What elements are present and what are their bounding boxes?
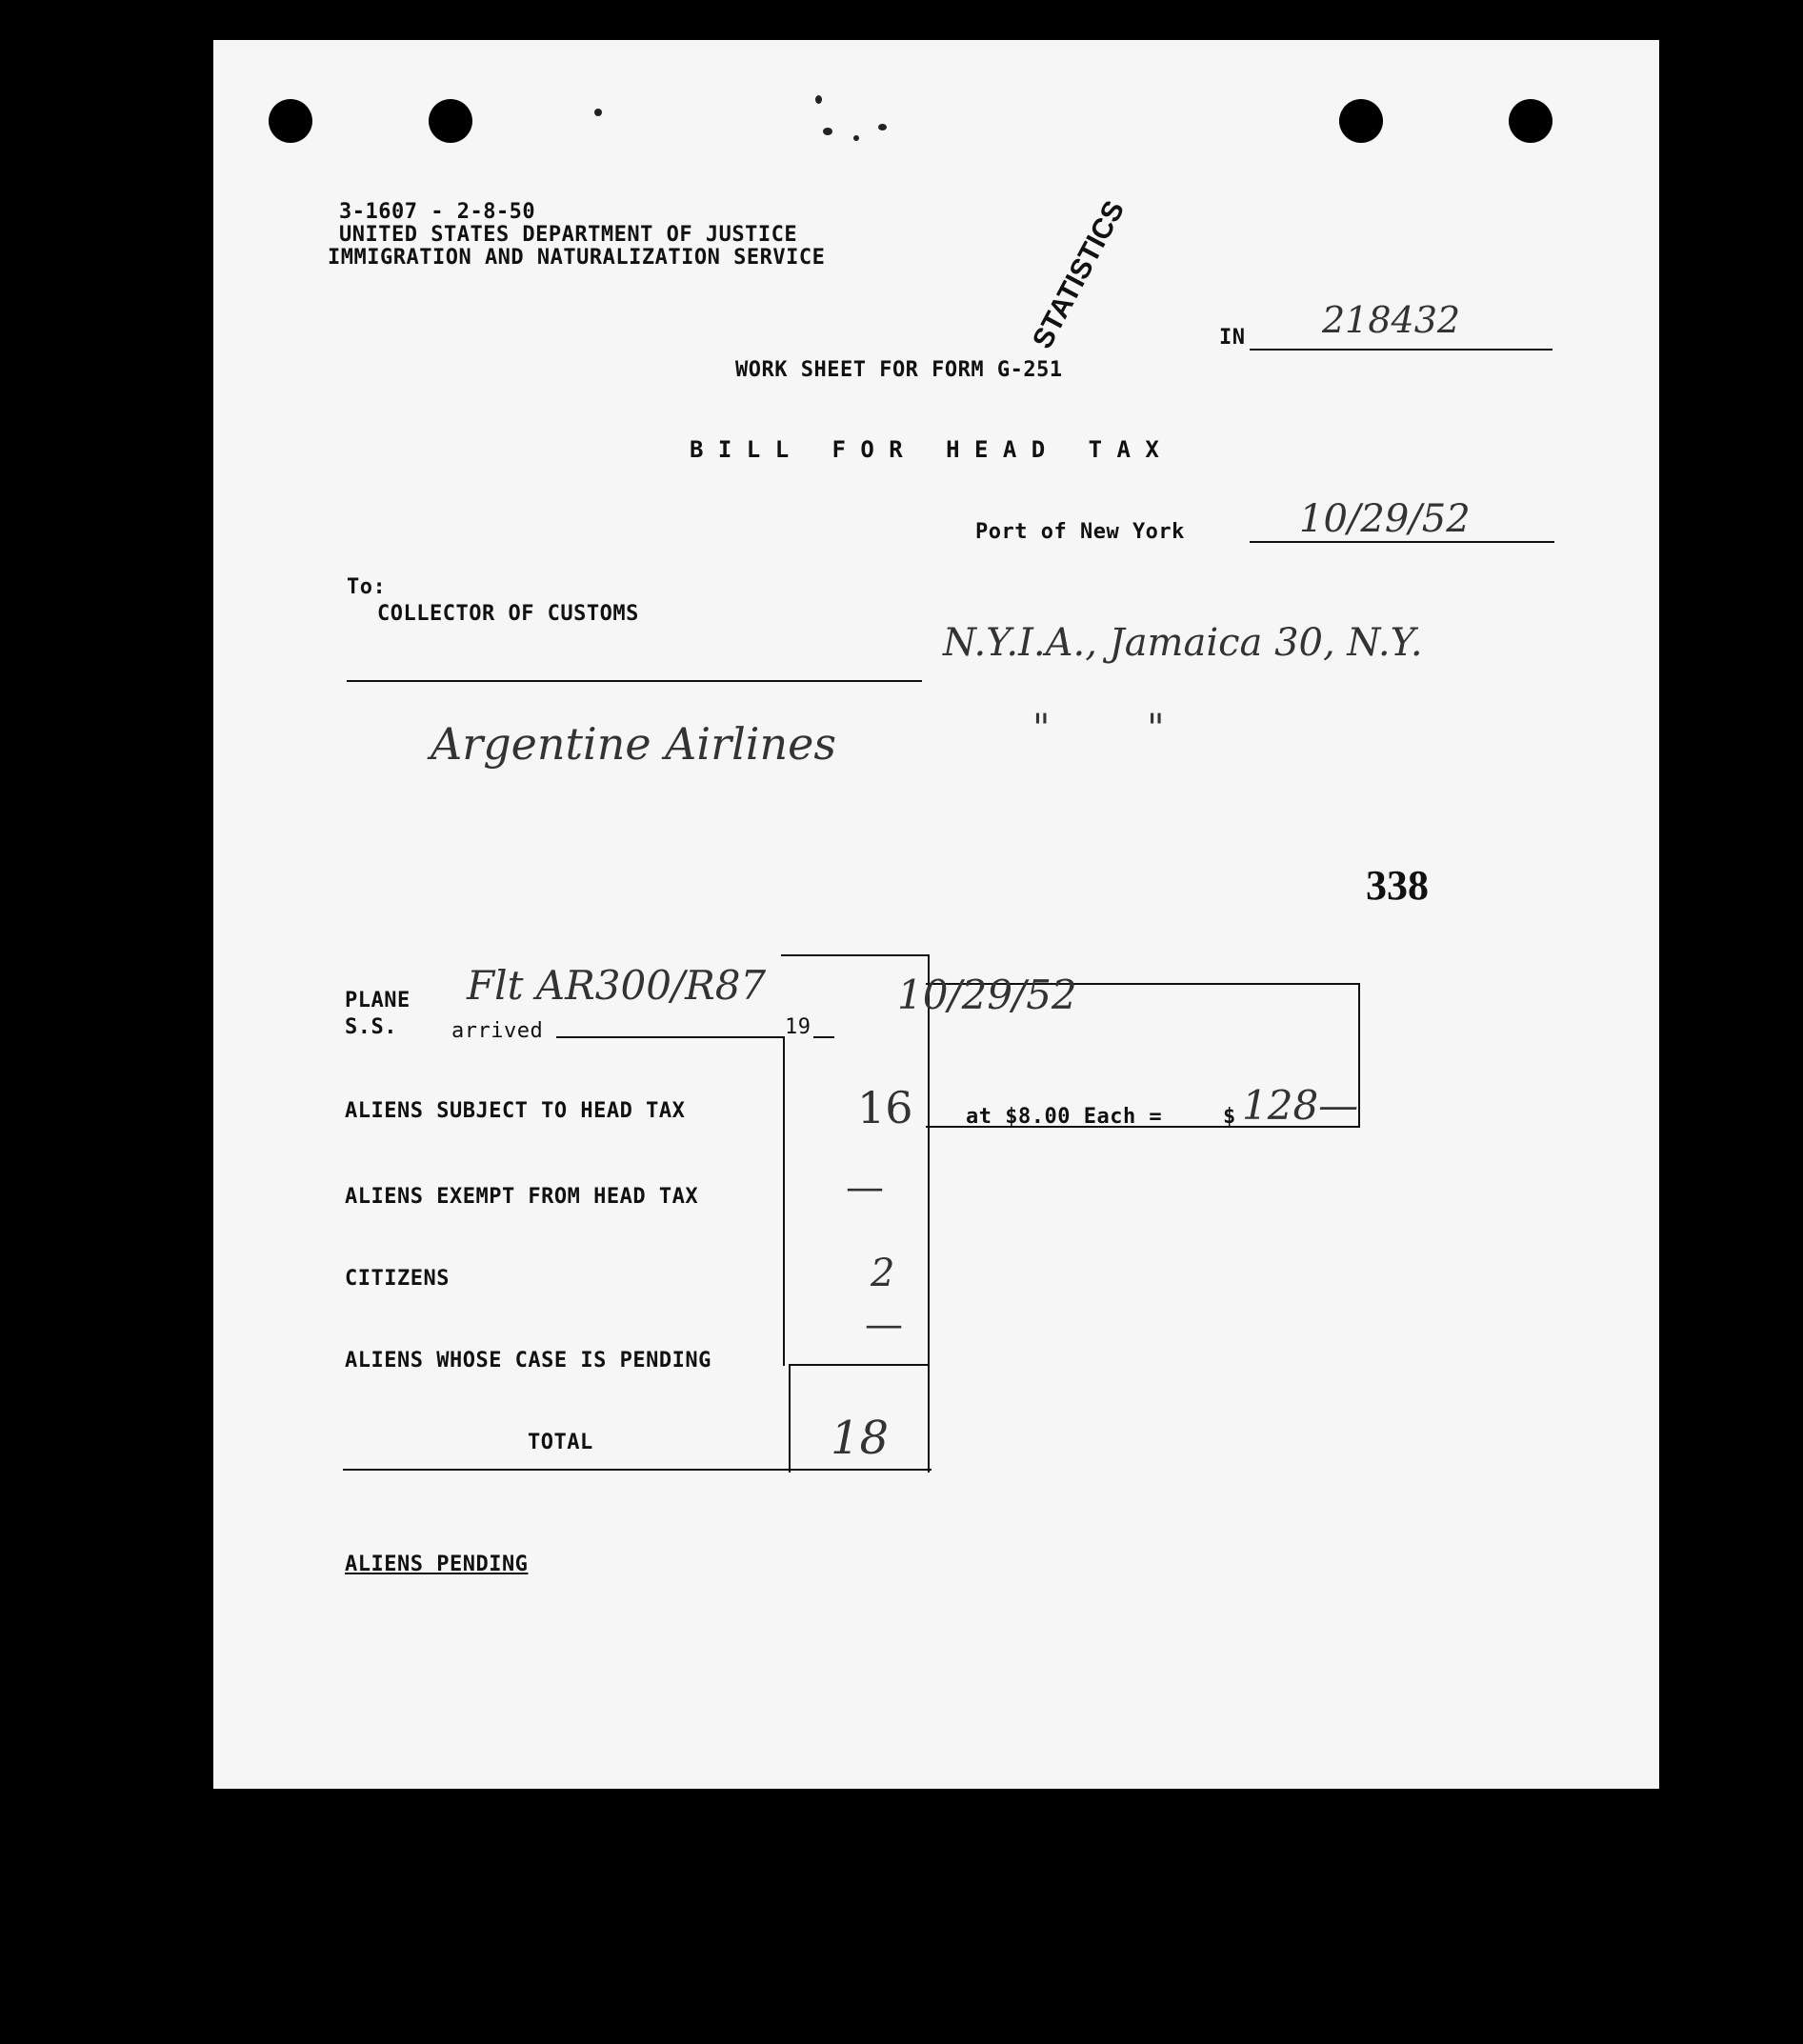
- total-value: 18: [831, 1412, 890, 1465]
- total-label: TOTAL: [528, 1431, 593, 1454]
- tax-amount: 128—: [1242, 1082, 1359, 1129]
- punch-hole: [1339, 99, 1383, 143]
- year-prefix: 19: [785, 1015, 811, 1039]
- total-cell-top: [789, 1364, 930, 1366]
- value-column-right: [928, 954, 930, 1473]
- ink-speck: [823, 128, 832, 135]
- form-page: [213, 40, 1659, 1789]
- ink-speck: [815, 95, 822, 104]
- arrival-date: 10/29/52: [897, 972, 1077, 1018]
- row-label: CITIZENS: [345, 1267, 450, 1291]
- in-underline: [1250, 349, 1553, 351]
- collector-underline: [347, 680, 922, 682]
- carrier-name: Argentine Airlines: [431, 718, 836, 770]
- rate-label: at $8.00 Each =: [966, 1105, 1163, 1129]
- rate-box-right: [1358, 983, 1360, 1128]
- aliens-pending-label: ALIENS PENDING: [345, 1553, 529, 1576]
- arrived-underline: [556, 1036, 785, 1038]
- punch-hole: [1509, 99, 1553, 143]
- department-name: UNITED STATES DEPARTMENT OF JUSTICE: [339, 223, 798, 247]
- row-label: ALIENS WHOSE CASE IS PENDING: [345, 1349, 711, 1373]
- row-value: 16: [857, 1082, 913, 1133]
- row-label: ALIENS SUBJECT TO HEAD TAX: [345, 1099, 686, 1123]
- in-number: 218432: [1322, 299, 1461, 341]
- count-number: 338: [1366, 862, 1429, 909]
- port-date: 10/29/52: [1299, 497, 1471, 541]
- total-cell-left: [789, 1366, 791, 1473]
- ss-label: S.S.: [345, 1015, 397, 1039]
- value-column-left: [783, 1038, 785, 1366]
- service-name: IMMIGRATION AND NATURALIZATION SERVICE: [328, 246, 826, 270]
- worksheet-title: WORK SHEET FOR FORM G-251: [735, 358, 1063, 382]
- ditto-marks: " ": [1032, 707, 1165, 751]
- bill-title: B I L L F O R H E A D T A X: [690, 436, 1160, 463]
- row-value: —: [846, 1166, 884, 1210]
- to-label: To:: [347, 575, 387, 599]
- airport-location: N.Y.I.A., Jamaica 30, N.Y.: [943, 621, 1423, 665]
- year-underline: [813, 1036, 834, 1038]
- port-label: Port of New York: [975, 520, 1185, 544]
- form-code: 3-1607 - 2-8-50: [339, 200, 536, 224]
- ink-speck: [878, 124, 887, 130]
- plane-label: PLANE: [345, 989, 411, 1012]
- value-column-top: [781, 954, 930, 956]
- row-value: —: [865, 1303, 903, 1347]
- flight-number: Flt AR300/R87: [467, 962, 767, 1009]
- arrived-label: arrived: [451, 1019, 544, 1043]
- row-label: ALIENS EXEMPT FROM HEAD TAX: [345, 1185, 699, 1209]
- port-date-underline: [1250, 541, 1554, 543]
- table-bottom-line: [343, 1469, 932, 1471]
- dollar-sign: $: [1223, 1105, 1236, 1129]
- punch-hole: [269, 99, 312, 143]
- in-label: IN: [1219, 326, 1246, 350]
- collector-label: COLLECTOR OF CUSTOMS: [377, 602, 639, 626]
- ink-speck: [853, 135, 859, 141]
- ink-speck: [594, 109, 602, 116]
- statistics-stamp: STATISTICS: [1026, 195, 1132, 354]
- row-value: 2: [871, 1252, 895, 1295]
- punch-hole: [429, 99, 472, 143]
